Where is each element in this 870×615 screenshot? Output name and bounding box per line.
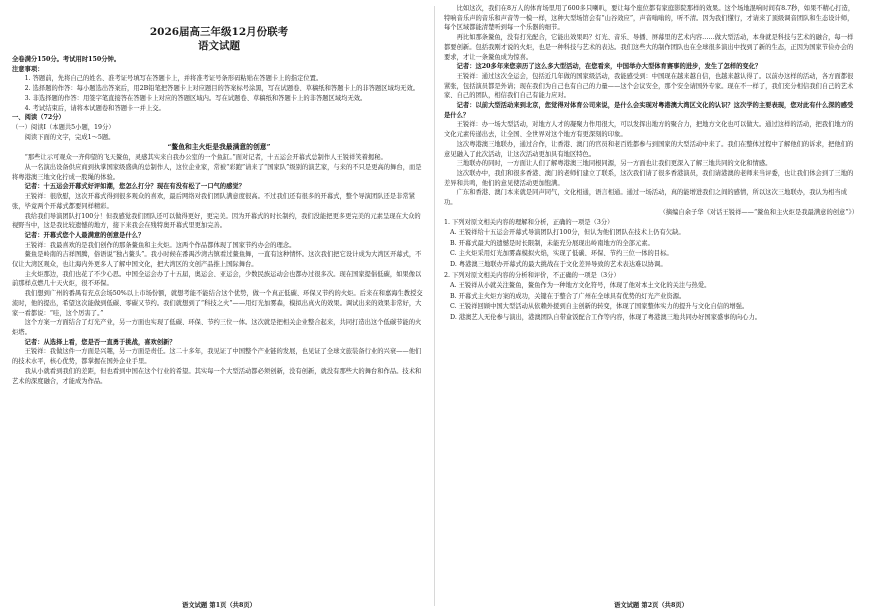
article-paragraph: 这次联办中，我们和很多香港、澳门的老师们建立了联系，这次我们请了很多香港演员，我们请港澳的老师来当评委，也让我们体会到了三地的差异和共鸣，他们的意见使活动更加饱满。 xyxy=(444,169,854,187)
article-paragraph: 我们想到广州的番禺有充点会场50%以上市场份额，就想考能不能结合这个优势，做一个真正低碳、环保又节约的火炬。后来在和嘉海生教授交流时，他的提出，希望这次能做到低碳、零碳又节约。我们就想到了“科技之火”——用灯光加雾森，模拟出真火的效果。调试出来的效果非常好，大家一看都说：“哇，这个厉害了。” xyxy=(12,290,423,317)
article-paragraph: 我给我们导演团队打100分！但我感觉我们团队还可以做得更好，更完美。因为开幕式的时长制约，我们没能把更多更完美的元素呈现在大众的视野当中，这是我比较遗憾的地方，接下来我会在残特奥开幕式里更加完善。 xyxy=(12,212,421,230)
article-paragraph: 王锐祥：很欣慰，这次开幕式得到很多观众的喜欢，最后网络对我们团队满意度很高。不过我们还有很多的开幕式，整个导演团队还是非常紧张，毕竟两个开幕式都要同样精彩。 xyxy=(12,193,415,210)
question-option: A. 王锐祥给十五运会开幕式导演团队打100分，但认为他们团队在技术上仍有欠缺。 xyxy=(450,229,685,237)
question-list xyxy=(444,217,858,323)
notice-item: 2. 选择题的作答：每小题选出答案后，用2B铅笔把答题卡上对应题目的答案标号涂黑，写在试题卷、草稿纸和答题卡上的非答题区域均无效。 xyxy=(24,85,420,93)
article-paragraph: 比如这次，我们在8万人的体育场里用了600多只喇叭，要让每个座位都有家庭影院那样的效果。这个场地混响时间有8.7秒，如果不精心打造，特响音乐声的音乐和声音等一模一样，这种大型场馆会有“山谷效应”，声音嗡嗡的，听不清。因为我们懂行，才请来了顶级调音团队和生态设计师，每个区域都能清楚听到每一个乐器的细节。 xyxy=(444,5,855,32)
question-option: D. 港澳艺人无伦参与演出，港澳团队自带盒饭配合工作等内容，体现了粤港澳三地共同办好国家盛事的向心力。 xyxy=(450,313,762,321)
notice-item: 4. 考试结束后，请将本试题卷和答题卡一并上交。 xyxy=(24,104,165,112)
question-option: C. 主火炬采用灯光加雾森模拟火焰，实现了低碳、环保、节约三位一体的目标。 xyxy=(450,250,673,258)
reading-instruction: 阅读下面的文字，完成1～5题。 xyxy=(24,133,115,141)
page-divider xyxy=(434,6,435,606)
notice-title: 注意事项： xyxy=(12,65,44,73)
notice-item: 1. 答题前，先将自己的姓名、准考证号填写在答题卡上，并将准考证号条形码粘贴在答题卡上的指定位置。 xyxy=(24,75,323,83)
article-paragraph: 王锐祥：通过这次全运会，包括近几年做的国家级活动，我能感受到：中国现在越来越自信，也越来越认得了。以前办这样的活动，各方面都很紧张，包括演员都是外请；现在我们为自己也有自己的力量——这个会议安全，那个安全请国外专家。现在不一样了，我们充分相信我们自己的艺术家、自己的团队，相信我们自己有能力应对。 xyxy=(444,72,854,100)
question-option: D. 粤港澳三地联办开幕式的最大挑战在于文化差异导致的艺术表达难以协调。 xyxy=(450,260,667,268)
interview-question: 记者：这20多年来您亲历了这么多大型活动，在您看来，中国举办大型体育赛事的进步，发生了怎样的变化？ xyxy=(456,63,762,71)
interview-question: 记者：从选择上看，您是否一直勇于挑战，喜欢创新？ xyxy=(24,338,176,346)
question-option: A. 王锐祥从小就关注鳌鱼，鳌鱼作为一种地方文化符号，体现了他对本土文化的关注与热爱。 xyxy=(450,282,711,290)
article-paragraph: 王锐祥：办一场大型活动，对地方人才的凝聚力作用很大，可以发挥出地方的聚合力，把地方文化也可以做大。通过这样的活动，把我们地方的文化元素传递出去，让全国、全世界对这个地方有更深刻的印象。 xyxy=(444,121,854,139)
article-paragraph: 主火炬那边，我们也花了不少心思。中国全运会办了十五届，奥运会、亚运会，少数民族运动会也都办过很多次。现在国家提倡低碳，如果像以前那样点燃几十天火炬，很不环保。 xyxy=(12,270,422,288)
article-paragraph: 王锐祥：我做这件一方面是兴趣，另一方面是责任。这二十多年，我见证了中国整个产业链的发展，也见证了全球文旅装备行业的兴衰——他们的技术水平，核心优势，都掌握在国外企业手里。 xyxy=(12,348,422,366)
article-paragraph: “那些让示可观众一齐仰望的飞天鳌鱼，灵感其实来自我办公室的一个鱼缸。”面对记者，十五运会开幕式总制作人王锐祥笑着揭秘。 xyxy=(24,154,387,162)
notice-list xyxy=(12,74,426,113)
article-paragraph: 王锐祥：我最喜欢的是我们创作的那条鳌鱼和主火炬。这两个作品都体现了国家节约办会的理念。 xyxy=(24,241,296,249)
article-paragraph: 这个方案一方面结合了灯光产业，另一方面也实现了低碳、环保、节约三位一体。这次就是把相关企业整合起来，共同打造出这个低碳节能的火炬塔。 xyxy=(12,319,422,336)
article-paragraph: 鳌鱼是岭南的吉祥图腾，俗语说“独占鳌头”。我小时候在番禺沙湾古镇看过鳌鱼舞，一直有这种情怀。这次我们把它设计成为大湾区开幕式，不仅让大湾区观众，也让海内外更多人了解中国文化，把大湾区的文创产品推上国际舞台。 xyxy=(12,251,422,269)
article-source: （摘编自余子华《对话王锐祥——“鳌鱼和主火炬是我最满意的创意”》） xyxy=(659,208,858,216)
article-body xyxy=(12,153,426,386)
page-footer: 语文试题 第2页（共8页） xyxy=(614,602,688,609)
page-2 xyxy=(444,0,858,615)
question-stem: 2. 下列对原文相关内容的分析和评价，不正确的一项是（3分） xyxy=(444,272,620,280)
interview-question: 记者：十五运会开幕式好评如潮，您怎么打分？现在有没有松了一口气的感觉？ xyxy=(24,183,245,191)
page-1 xyxy=(12,0,426,615)
subsection-heading: （一）阅读Ⅰ（本题共5小题，19分） xyxy=(12,123,115,131)
notice-item: 3. 非选择题的作答：用签字笔直接答在答题卡上对应的答题区域内。写在试题卷、草稿纸和答题卡上的非答题区域均无效。 xyxy=(24,94,367,102)
article-paragraph: 我从小就看到我们的差距，但也看到中国在这个行业的希望。其实每一个大型活动都必须创新，没有创新，就没有那些大的舞台和作品。技术和艺术的深度融合，才能成为作品。 xyxy=(12,367,422,385)
page-footer: 语文试题 第1页（共8页） xyxy=(182,602,256,609)
article-body-continued xyxy=(444,4,858,217)
article-paragraph: 再比如那条鳌鱼，没有打光配合，它能出效果吗？灯光、音乐、导播、屏幕里的艺术内容……做大型活动，本身就是科技与艺术的融合，每一样都要创新。包括我刚才说的火炬，也是一种科技与艺术的表达。我们这些大的制作团队也在全球很多演出中找到了新的生态，正因为国家节俭办会的要求，才让一条鳌鱼成为惊喜。 xyxy=(444,34,854,61)
article-paragraph: 广东和香港、澳门本来就是同声同气，文化相通，语言相通。通过一场活动，真的能增进我们之间的感情，所以这次三地联办，我认为相当成功。 xyxy=(444,189,847,207)
section-heading: 一、阅读（72分） xyxy=(12,114,65,122)
score-note: 全卷满分150分。考试用时150分钟。 xyxy=(12,56,121,63)
interview-question: 记者：以前大型活动来到北京，您觉得对体育公司来说，是什么会实现对粤港澳大湾区文化的认识？这次学的主要表现，您对此有什么深的感受是什么？ xyxy=(444,102,854,119)
article-paragraph: 从一名演出设备供应商到执掌国家级盛典的总制作人，这位企业家，常被“彩跑”请来了“国家队”级别的演艺家，与来的不只是更高的舞台，而是将粤港澳三地文化拧成一股绳的体验。 xyxy=(12,164,422,181)
exam-title: 2026届高三年级12月份联考 xyxy=(149,26,289,38)
interview-question: 记者：开幕式您个人最满意的创意是什么？ xyxy=(24,231,145,239)
article-paragraph: 三地联办的同时，一方面让人们了解粤港澳三地同根同源，另一方面也让我们更深入了解三地共同的文化和情感。 xyxy=(456,160,772,168)
question-stem: 1. 下列对原文相关内容的理解和分析，正确的一项是（3分） xyxy=(444,219,614,227)
article-title: “鳌鱼和主火炬是我最满意的创意” xyxy=(167,143,271,152)
article-paragraph: 这次粤港澳三地联办，通过合作，让香港、澳门的官员和老百姓都参与到国家的大型活动中来了。我们在整体过程中了解他们的诉求，把他们的意见融入了此次活动，让这次活动更加具有地区特色。 xyxy=(444,140,854,158)
exam-subtitle: 语文试题 xyxy=(198,40,240,52)
question-option: C. 王锐祥回顾中国大型活动从依赖外援到自主创新的转变，体现了国家整体实力的提升与文化自信的增强。 xyxy=(450,303,749,311)
question-option: B. 开幕式主火炬方案的成功，关键在于整合了广州在全球具有优势的灯光产业资源。 xyxy=(450,292,686,300)
question-option: B. 开幕式最大的遗憾是时长限制，未能充分展现出岭南地方的全部元素。 xyxy=(450,239,654,247)
